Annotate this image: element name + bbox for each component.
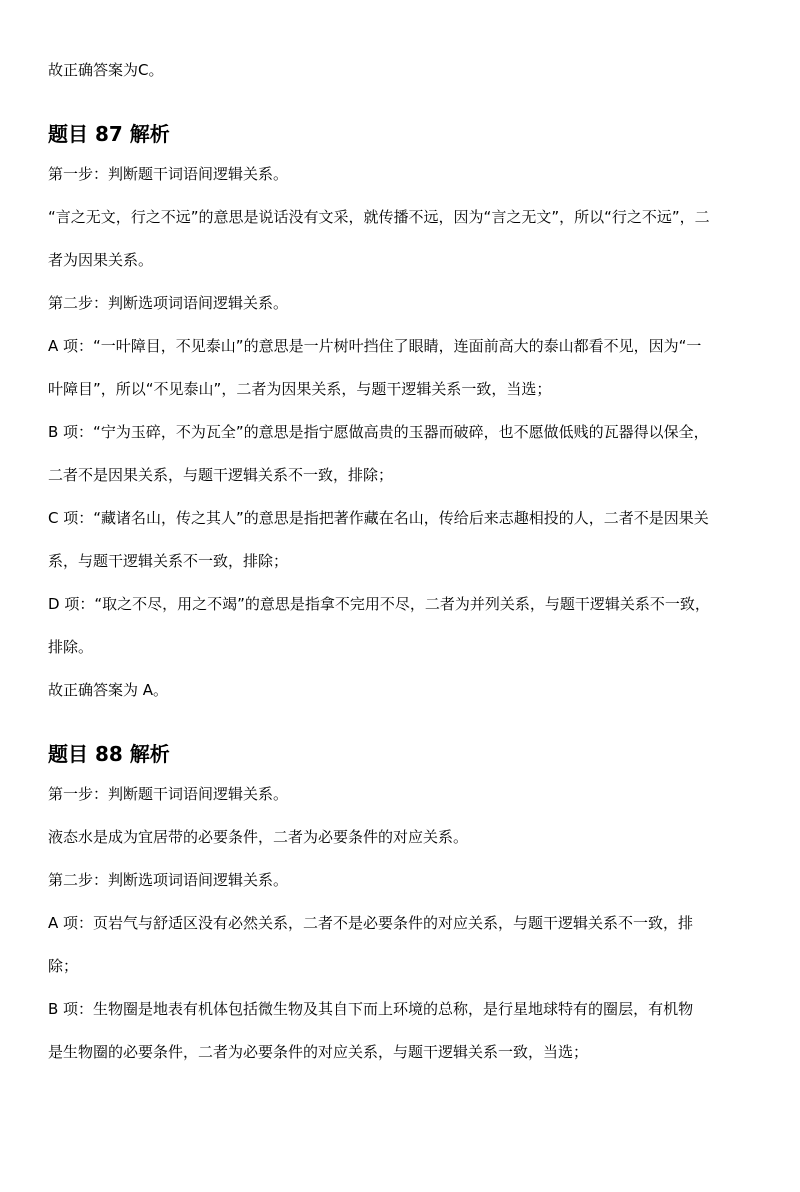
- heading-question-87: 题目 87 解析: [48, 122, 170, 146]
- option-a-88-line1: A 项：页岩气与舒适区没有必然关系，二者不是必要条件的对应关系，与题干逻辑关系不一致，排: [48, 914, 694, 932]
- option-c-87-line2: 系，与题干逻辑关系不一致，排除；: [48, 552, 289, 570]
- stem-explanation-87-line1: “言之无文，行之不远”的意思是说话没有文采，就传播不远，因为“言之无文”，所以“行之不远”，二: [48, 208, 710, 226]
- option-a-88-line2: 除；: [48, 957, 79, 975]
- option-b-87-line1: B 项：“宁为玉碎，不为瓦全”的意思是指宁愿做高贵的玉器而破碎，也不愿做低贱的瓦器得以保全，: [48, 423, 709, 441]
- step-one-88: 第一步：判断题干词语间逻辑关系。: [48, 785, 289, 803]
- step-two-88: 第二步：判断选项词语间逻辑关系。: [48, 871, 289, 889]
- answer-line-87: 故正确答案为 A。: [48, 681, 169, 699]
- option-c-87-line1: C 项：“藏诸名山，传之其人”的意思是指把著作藏在名山，传给后来志趣相投的人，二者不是因果关: [48, 509, 709, 527]
- option-a-87-line2: 叶障目”，所以“不见泰山”，二者为因果关系，与题干逻辑关系一致，当选；: [48, 380, 552, 398]
- option-b-88-line1: B 项：生物圈是地表有机体包括微生物及其自下而上环境的总称，是行星地球特有的圈层，有机物: [48, 1000, 694, 1018]
- option-a-87-line1: A 项：“一叶障目，不见泰山”的意思是一片树叶挡住了眼睛，连面前高大的泰山都看不见，因为“一: [48, 337, 702, 355]
- heading-question-88: 题目 88 解析: [48, 742, 170, 766]
- option-b-87-line2: 二者不是因果关系，与题干逻辑关系不一致，排除；: [48, 466, 394, 484]
- document-page: [0, 60, 800, 1192]
- step-one-87: 第一步：判断题干词语间逻辑关系。: [48, 165, 289, 183]
- option-d-87-line1: D 项：“取之不尽，用之不竭”的意思是指拿不完用不尽，二者为并列关系，与题干逻辑关系不一致，: [48, 595, 710, 613]
- stem-explanation-87-line2: 者为因果关系。: [48, 251, 154, 269]
- option-d-87-line2: 排除。: [48, 638, 94, 656]
- stem-explanation-88: 液态水是成为宜居带的必要条件，二者为必要条件的对应关系。: [48, 828, 469, 846]
- step-two-87: 第二步：判断选项词语间逻辑关系。: [48, 294, 289, 312]
- option-b-88-line2: 是生物圈的必要条件，二者为必要条件的对应关系，与题干逻辑关系一致，当选；: [48, 1043, 589, 1061]
- answer-line-86: 故正确答案为C。: [48, 61, 164, 79]
